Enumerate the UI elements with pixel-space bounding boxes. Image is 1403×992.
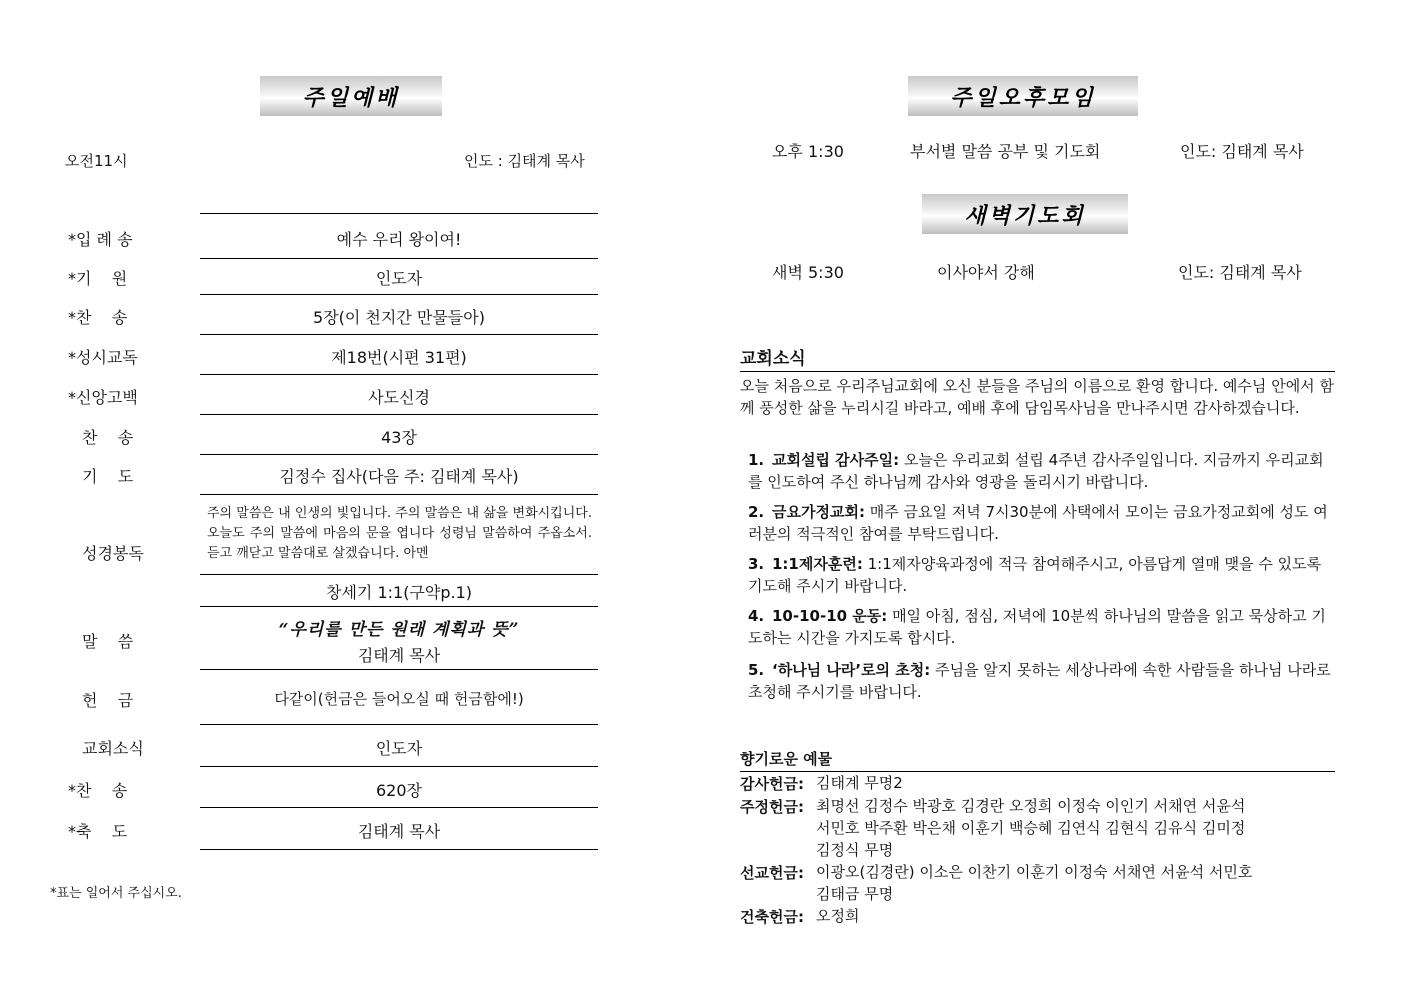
afternoon-desc: 부서별 말씀 공부 및 기도회 (910, 142, 1101, 161)
offering-names-line: 서민호 박주환 박은채 이훈기 백승혜 김연식 김현식 김유식 김미정 (816, 819, 1246, 837)
dawn-desc: 이사야서 강해 (937, 263, 1035, 282)
order-label: *성시교독 (68, 348, 138, 367)
offering-category: 감사헌금: (740, 775, 804, 793)
offering-names-line: 최명선 김정수 박광호 김경란 오정희 이정숙 이인기 서채연 서윤석 (816, 797, 1246, 815)
news-intro: 오늘 처음으로 우리주님교회에 오신 분들을 주님의 이름으로 환영 합니다. 예수님 안에서 함께 풍성한 삶을 누리시길 바라고, 예배 후에 담임목사님을 만나주시면 감사하겠습니다. (740, 377, 1334, 417)
dawn-title: 새벽기도회 (922, 194, 1128, 234)
order-value: 김정수 집사(다음 주: 김태계 목사) (279, 467, 519, 486)
order-label: *축 도 (68, 822, 128, 841)
news-item-text: 매주 금요일 저녁 7시30분에 사택에서 모이는 금요가정교회에 성도 여러분의 적극적인 참여를 부탁드립니다. (748, 503, 1328, 543)
offering-names-line: 김정식 무명 (816, 841, 894, 859)
divider (200, 494, 598, 495)
divider (200, 414, 598, 415)
scripture-prayer: 주의 말씀은 내 인생의 빛입니다. 주의 말씀은 내 삶을 변화시킵니다. 오늘도 주의 말씀에 마음의 문을 엽니다 성령님 말씀하여 주옵소서. 듣고 깨닫고 말씀대로 살겠습니다. 아멘 (207, 506, 592, 561)
afternoon-title: 주일오후모임 (908, 76, 1138, 116)
dawn-leader: 인도: 김태계 목사 (1178, 263, 1302, 282)
divider (200, 724, 598, 725)
offering-names (816, 772, 903, 794)
offering-names (816, 795, 1245, 861)
order-label: *찬 송 (68, 308, 128, 327)
offering-label: 헌 금 (82, 691, 134, 710)
news-item (748, 501, 1334, 545)
scripture-reference: 창세기 1:1(구약p.1) (325, 583, 473, 602)
divider (200, 454, 598, 455)
standing-footnote: *표는 일어서 주십시오. (50, 886, 182, 901)
news-item-number: 3. (748, 555, 765, 573)
divider (200, 334, 598, 335)
scripture-label: 성경봉독 (82, 544, 144, 563)
order-value: 43장 (381, 428, 417, 447)
dawn-time: 새벽 5:30 (772, 263, 844, 282)
order-label: *입 례 송 (68, 230, 133, 249)
sermon-preacher: 김태계 목사 (357, 646, 441, 665)
order-label: *신앙고백 (68, 388, 138, 407)
divider (200, 374, 598, 375)
news-item-text: 1:1제자양육과정에 적극 참여해주시고, 아름답게 열매 맺을 수 있도록 기도해 주시기 바랍니다. (748, 555, 1322, 595)
offering-category: 주정헌금: (740, 798, 804, 816)
news-item-head: 교회설립 감사주일: (772, 451, 900, 469)
order-value: 5장(이 천지간 만물들아) (313, 308, 485, 327)
divider (200, 258, 598, 259)
offering-value: 다같이(헌금은 들어오실 때 헌금함에!) (274, 690, 524, 708)
offerings-heading: 향기로운 예물 (740, 748, 1335, 772)
worship-time: 오전11시 (65, 152, 128, 170)
order-value: 김태계 목사 (357, 822, 441, 841)
order-label: *기 원 (68, 269, 128, 288)
news-item (748, 449, 1334, 493)
news-item-head: 1:1제자훈련: (772, 555, 863, 573)
divider (200, 294, 598, 295)
divider (200, 574, 598, 575)
offering-names (816, 861, 1252, 905)
divider (200, 766, 598, 767)
news-item-head: ‘하나님 나라’로의 초청: (772, 661, 931, 679)
order-value: 인도자 (375, 269, 423, 288)
news-item-number: 2. (748, 503, 765, 521)
order-label: 교회소식 (82, 739, 144, 758)
offering-names-line: 김태계 무명2 (816, 774, 903, 792)
news-item (748, 553, 1334, 597)
offering-names-line: 오정희 (816, 907, 860, 925)
news-item-text: 매일 아침, 점심, 저녁에 10분씩 하나님의 말씀을 읽고 묵상하고 기도하는 시간을 가지도록 합시다. (748, 607, 1326, 647)
divider (200, 807, 598, 808)
news-item-head: 10-10-10 운동: (772, 607, 888, 625)
order-value: 예수 우리 왕이여! (336, 230, 462, 249)
order-label: *찬 송 (68, 781, 128, 800)
news-heading: 교회소식 (740, 344, 1335, 372)
order-value: 620장 (376, 781, 422, 800)
news-item-number: 4. (748, 607, 765, 625)
offering-category: 선교헌금: (740, 864, 804, 882)
afternoon-time: 오후 1:30 (772, 142, 844, 161)
order-value: 제18번(시편 31편) (331, 348, 467, 367)
worship-leader: 인도 : 김태계 목사 (464, 152, 585, 170)
afternoon-leader: 인도: 김태계 목사 (1180, 142, 1304, 161)
news-item-text: 오늘은 우리교회 설립 4주년 감사주일입니다. 지금까지 우리교회를 인도하여 주신 하나님께 감사와 영광을 돌리시기 바랍니다. (748, 451, 1324, 491)
news-item (748, 605, 1334, 649)
divider (200, 213, 598, 214)
news-item-number: 1. (748, 451, 765, 469)
order-value: 사도신경 (368, 388, 430, 407)
news-item-text: 주님을 알지 못하는 세상나라에 속한 사람들을 하나님 나라로 초청해 주시기를 바랍니다. (748, 661, 1331, 701)
news-item-head: 금요가정교회: (772, 503, 865, 521)
offering-names-line: 김태금 무명 (816, 885, 894, 903)
sermon-title: “우리를 만든 원래 계획과 뜻” (278, 620, 520, 640)
offering-names (816, 905, 859, 927)
divider (200, 669, 598, 670)
offering-category: 건축헌금: (740, 908, 804, 926)
divider (200, 849, 598, 850)
offering-names-line: 이광오(김경란) 이소은 이찬기 이훈기 이정숙 서채연 서윤석 서민호 (816, 863, 1253, 881)
sermon-label: 말 씀 (82, 632, 134, 651)
worship-title: 주일예배 (260, 76, 442, 116)
order-label: 찬 송 (82, 428, 134, 447)
divider (200, 606, 598, 607)
order-label: 기 도 (82, 467, 134, 486)
news-item-number: 5. (748, 661, 765, 679)
order-value: 인도자 (375, 739, 423, 758)
news-item (748, 659, 1334, 703)
